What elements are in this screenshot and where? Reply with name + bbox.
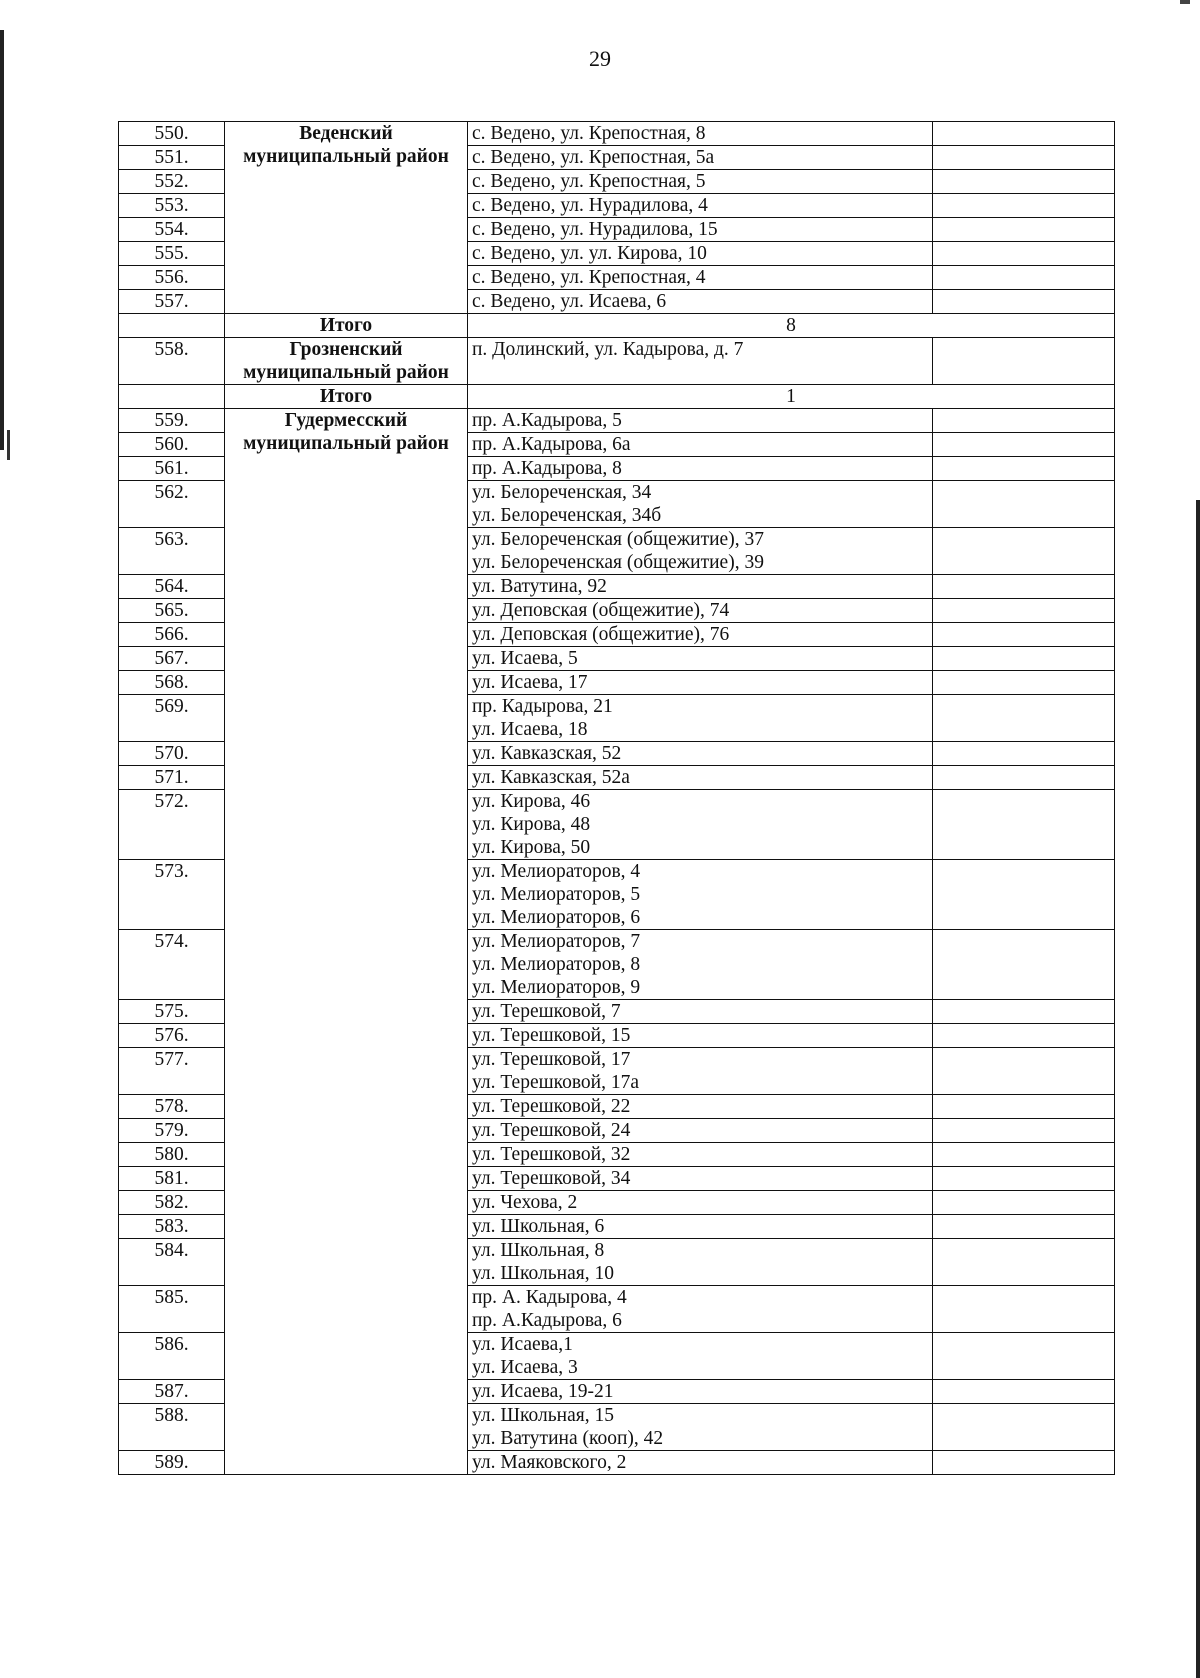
address-cell xyxy=(468,433,933,457)
address-line: ул. Школьная, 10 xyxy=(472,1263,614,1284)
row-number: 578. xyxy=(119,1095,225,1119)
address-line: ул. Терешковой, 7 xyxy=(472,1001,621,1022)
address-cell xyxy=(468,194,933,218)
address-line: ул. Белореченская (общежитие), 39 xyxy=(472,552,764,573)
address-line: ул. Мелиораторов, 9 xyxy=(472,977,641,998)
address-line: ул. Кирова, 50 xyxy=(472,837,591,858)
row-number: 565. xyxy=(119,599,225,623)
address-cell xyxy=(468,528,933,575)
row-number: 558. xyxy=(119,338,225,385)
empty-cell xyxy=(933,194,1115,218)
row-number: 567. xyxy=(119,647,225,671)
row-number: 574. xyxy=(119,930,225,1000)
total-value: 1 xyxy=(468,385,1115,409)
address-cell xyxy=(468,1119,933,1143)
total-row xyxy=(119,385,1115,409)
row-number: 572. xyxy=(119,790,225,860)
empty-cell xyxy=(933,122,1115,146)
address-line: ул. Школьная, 15 xyxy=(472,1405,614,1426)
address-cell xyxy=(468,930,933,1000)
address-cell xyxy=(468,338,933,385)
address-line: ул. Мелиораторов, 4 xyxy=(472,861,641,882)
address-cell xyxy=(468,1239,933,1286)
empty-cell xyxy=(933,1451,1115,1475)
address-cell xyxy=(468,146,933,170)
empty-cell xyxy=(933,695,1115,742)
address-line: с. Ведено, ул. Крепостная, 4 xyxy=(472,267,706,288)
address-cell xyxy=(468,481,933,528)
address-cell xyxy=(468,623,933,647)
page-number: 29 xyxy=(589,46,611,71)
address-line: пр. А.Кадырова, 8 xyxy=(472,458,622,479)
empty-cell xyxy=(933,481,1115,528)
address-line: ул. Кирова, 48 xyxy=(472,814,591,835)
empty-cell xyxy=(933,338,1115,385)
row-number: 560. xyxy=(119,433,225,457)
row-number: 562. xyxy=(119,481,225,528)
address-cell xyxy=(468,790,933,860)
address-line: ул. Маяковского, 2 xyxy=(472,1452,627,1473)
address-line: ул. Исаева, 17 xyxy=(472,672,588,693)
address-line: с. Ведено, ул. Крепостная, 5а xyxy=(472,147,715,168)
empty-cell xyxy=(933,930,1115,1000)
address-line: ул. Мелиораторов, 5 xyxy=(472,884,641,905)
address-line: ул. Школьная, 6 xyxy=(472,1216,605,1237)
address-cell xyxy=(468,1143,933,1167)
row-number: 561. xyxy=(119,457,225,481)
row-number: 563. xyxy=(119,528,225,575)
address-line: с. Ведено, ул. Исаева, 6 xyxy=(472,291,667,312)
address-cell xyxy=(468,575,933,599)
row-number: 557. xyxy=(119,290,225,314)
row-number: 579. xyxy=(119,1119,225,1143)
empty-cell xyxy=(933,671,1115,695)
row-number: 553. xyxy=(119,194,225,218)
empty-cell xyxy=(933,457,1115,481)
scan-edge-left xyxy=(0,30,4,450)
empty-cell xyxy=(933,1239,1115,1286)
scan-edge-right xyxy=(1196,500,1200,1678)
address-line: ул. Мелиораторов, 7 xyxy=(472,931,641,952)
address-line: ул. Исаева, 18 xyxy=(472,719,588,740)
address-cell xyxy=(468,218,933,242)
address-line: ул. Исаева, 5 xyxy=(472,648,578,669)
row-number: 582. xyxy=(119,1191,225,1215)
address-line: с. Ведено, ул. Крепостная, 5 xyxy=(472,171,706,192)
address-line: ул. Исаева,1 xyxy=(472,1334,573,1355)
row-number: 585. xyxy=(119,1286,225,1333)
address-cell xyxy=(468,1286,933,1333)
address-cell xyxy=(468,647,933,671)
row-number: 554. xyxy=(119,218,225,242)
empty-cell xyxy=(933,860,1115,930)
address-line: пр. А. Кадырова, 4 xyxy=(472,1287,627,1308)
empty-cell xyxy=(933,1167,1115,1191)
address-line: ул. Терешковой, 32 xyxy=(472,1144,631,1165)
scan-edge-tick xyxy=(1180,0,1190,4)
address-cell xyxy=(468,170,933,194)
row-number: 568. xyxy=(119,671,225,695)
empty-cell xyxy=(933,1215,1115,1239)
empty-cell xyxy=(933,1095,1115,1119)
empty-cell xyxy=(933,266,1115,290)
address-line: с. Ведено, ул. Нурадилова, 15 xyxy=(472,219,718,240)
row-number: 575. xyxy=(119,1000,225,1024)
address-cell xyxy=(468,766,933,790)
row-number: 569. xyxy=(119,695,225,742)
address-line: ул. Белореченская, 34б xyxy=(472,505,662,526)
address-cell xyxy=(468,1024,933,1048)
address-line: п. Долинский, ул. Кадырова, д. 7 xyxy=(472,339,744,360)
total-empty-cell xyxy=(119,314,225,338)
address-cell xyxy=(468,266,933,290)
address-line: ул. Чехова, 2 xyxy=(472,1192,578,1213)
empty-cell xyxy=(933,599,1115,623)
address-cell xyxy=(468,1333,933,1380)
row-number: 564. xyxy=(119,575,225,599)
total-label: Итого xyxy=(225,385,468,409)
empty-cell xyxy=(933,623,1115,647)
address-cell xyxy=(468,1048,933,1095)
address-cell xyxy=(468,457,933,481)
row-number: 559. xyxy=(119,409,225,433)
address-cell xyxy=(468,1404,933,1451)
address-cell xyxy=(468,1000,933,1024)
address-line: пр. А.Кадырова, 5 xyxy=(472,410,622,431)
address-line: пр. А.Кадырова, 6 xyxy=(472,1310,622,1331)
address-line: ул. Мелиораторов, 8 xyxy=(472,954,641,975)
address-line: ул. Терешковой, 15 xyxy=(472,1025,631,1046)
row-number: 570. xyxy=(119,742,225,766)
table-row xyxy=(119,122,1115,146)
empty-cell xyxy=(933,1119,1115,1143)
address-line: пр. Кадырова, 21 xyxy=(472,696,613,717)
empty-cell xyxy=(933,528,1115,575)
row-number: 571. xyxy=(119,766,225,790)
empty-cell xyxy=(933,742,1115,766)
empty-cell xyxy=(933,242,1115,266)
table-row xyxy=(119,338,1115,385)
empty-cell xyxy=(933,1380,1115,1404)
address-cell xyxy=(468,695,933,742)
address-cell xyxy=(468,1095,933,1119)
empty-cell xyxy=(933,218,1115,242)
total-value: 8 xyxy=(468,314,1115,338)
address-line: ул. Исаева, 3 xyxy=(472,1357,578,1378)
address-line: ул. Школьная, 8 xyxy=(472,1240,605,1261)
address-line: ул. Терешковой, 17а xyxy=(472,1072,640,1093)
empty-cell xyxy=(933,1000,1115,1024)
empty-cell xyxy=(933,1286,1115,1333)
table-row xyxy=(119,409,1115,433)
address-line: ул. Кавказская, 52а xyxy=(472,767,630,788)
empty-cell xyxy=(933,1143,1115,1167)
address-cell xyxy=(468,599,933,623)
row-number: 566. xyxy=(119,623,225,647)
address-line: ул. Белореченская, 34 xyxy=(472,482,652,503)
address-cell xyxy=(468,1451,933,1475)
address-cell xyxy=(468,1215,933,1239)
address-line: ул. Кирова, 46 xyxy=(472,791,591,812)
empty-cell xyxy=(933,409,1115,433)
row-number: 552. xyxy=(119,170,225,194)
address-line: ул. Ватутина, 92 xyxy=(472,576,607,597)
address-cell xyxy=(468,409,933,433)
address-line: ул. Исаева, 19-21 xyxy=(472,1381,614,1402)
address-line: ул. Ватутина (кооп), 42 xyxy=(472,1428,664,1449)
address-cell xyxy=(468,671,933,695)
address-cell xyxy=(468,1167,933,1191)
total-empty-cell xyxy=(119,385,225,409)
row-number: 587. xyxy=(119,1380,225,1404)
row-number: 581. xyxy=(119,1167,225,1191)
row-number: 589. xyxy=(119,1451,225,1475)
row-number: 583. xyxy=(119,1215,225,1239)
address-line: ул. Деповская (общежитие), 74 xyxy=(472,600,730,621)
address-line: ул. Кавказская, 52 xyxy=(472,743,622,764)
address-cell xyxy=(468,290,933,314)
row-number: 586. xyxy=(119,1333,225,1380)
address-cell xyxy=(468,242,933,266)
address-cell xyxy=(468,1191,933,1215)
district-name: Веденский муниципальный район xyxy=(225,122,468,314)
address-line: ул. Терешковой, 22 xyxy=(472,1096,631,1117)
district-name: Грозненский муниципальный район xyxy=(225,338,468,385)
address-line: с. Ведено, ул. Нурадилова, 4 xyxy=(472,195,708,216)
empty-cell xyxy=(933,433,1115,457)
row-number: 576. xyxy=(119,1024,225,1048)
empty-cell xyxy=(933,1333,1115,1380)
empty-cell xyxy=(933,1191,1115,1215)
empty-cell xyxy=(933,1024,1115,1048)
empty-cell xyxy=(933,290,1115,314)
address-line: с. Ведено, ул. Крепостная, 8 xyxy=(472,123,706,144)
total-row xyxy=(119,314,1115,338)
address-line: ул. Белореченская (общежитие), 37 xyxy=(472,529,764,550)
address-cell xyxy=(468,1380,933,1404)
row-number: 577. xyxy=(119,1048,225,1095)
empty-cell xyxy=(933,766,1115,790)
row-number: 550. xyxy=(119,122,225,146)
row-number: 588. xyxy=(119,1404,225,1451)
empty-cell xyxy=(933,1048,1115,1095)
address-line: ул. Деповская (общежитие), 76 xyxy=(472,624,730,645)
row-number: 573. xyxy=(119,860,225,930)
address-line: ул. Терешковой, 34 xyxy=(472,1168,631,1189)
district-name: Гудермесский муниципальный район xyxy=(225,409,468,1475)
empty-cell xyxy=(933,575,1115,599)
scan-edge-mark xyxy=(7,430,10,460)
empty-cell xyxy=(933,146,1115,170)
address-cell xyxy=(468,742,933,766)
address-line: с. Ведено, ул. ул. Кирова, 10 xyxy=(472,243,707,264)
address-cell xyxy=(468,860,933,930)
housing-address-table xyxy=(118,121,1115,1475)
address-cell xyxy=(468,122,933,146)
row-number: 551. xyxy=(119,146,225,170)
address-line: ул. Мелиораторов, 6 xyxy=(472,907,641,928)
row-number: 580. xyxy=(119,1143,225,1167)
address-line: ул. Терешковой, 17 xyxy=(472,1049,631,1070)
empty-cell xyxy=(933,170,1115,194)
empty-cell xyxy=(933,647,1115,671)
total-label: Итого xyxy=(225,314,468,338)
row-number: 584. xyxy=(119,1239,225,1286)
empty-cell xyxy=(933,790,1115,860)
row-number: 556. xyxy=(119,266,225,290)
address-line: ул. Терешковой, 24 xyxy=(472,1120,631,1141)
address-line: пр. А.Кадырова, 6а xyxy=(472,434,631,455)
row-number: 555. xyxy=(119,242,225,266)
empty-cell xyxy=(933,1404,1115,1451)
